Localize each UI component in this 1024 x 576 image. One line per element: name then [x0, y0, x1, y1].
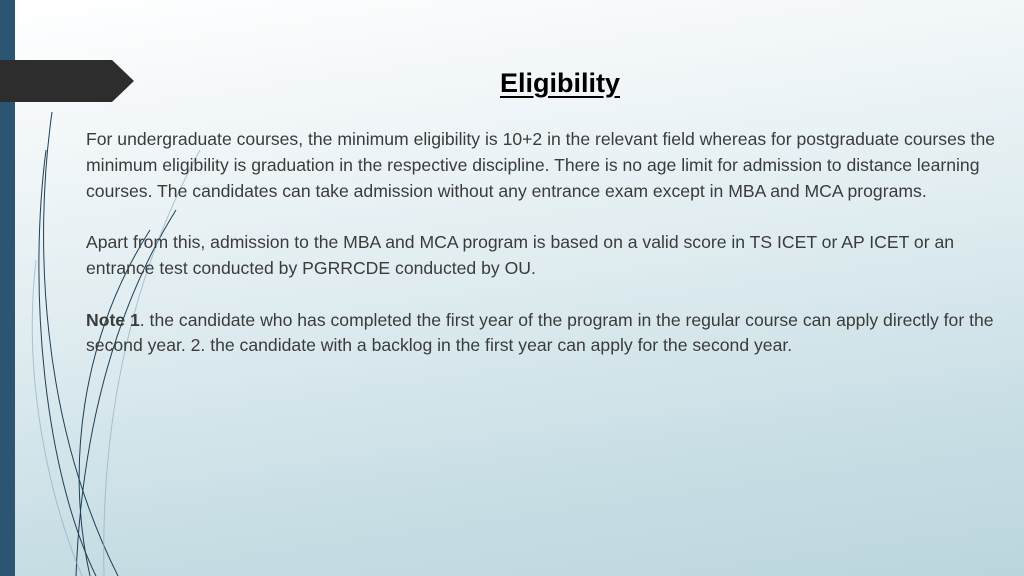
paragraph-entrance-tests: Apart from this, admission to the MBA and MCA program is based on a valid score in TS ICET or AP ICET or an entrance test conducted by PGRRCDE conducted by OU.	[86, 232, 955, 278]
note-paragraph	[86, 308, 998, 360]
slide-title: Eligibility	[499, 68, 620, 98]
paragraph-undergraduate-eligibility: For undergraduate courses, the minimum eligibility is 10+2 in the relevant field whereas for postgraduate courses the minimum eligibility is graduation in the respective discipline. There is no age limit for admission to distance learning courses. The candidates can take admission without any entrance exam except in MBA and MCA programs.	[86, 129, 996, 201]
note-text: . the candidate who has completed the first year of the program in the regular course can apply directly for the second year. 2. the candidate with a backlog in the first year can apply for the second year.	[86, 309, 994, 356]
slide-body	[86, 127, 998, 385]
note-label: Note 1	[86, 309, 140, 330]
